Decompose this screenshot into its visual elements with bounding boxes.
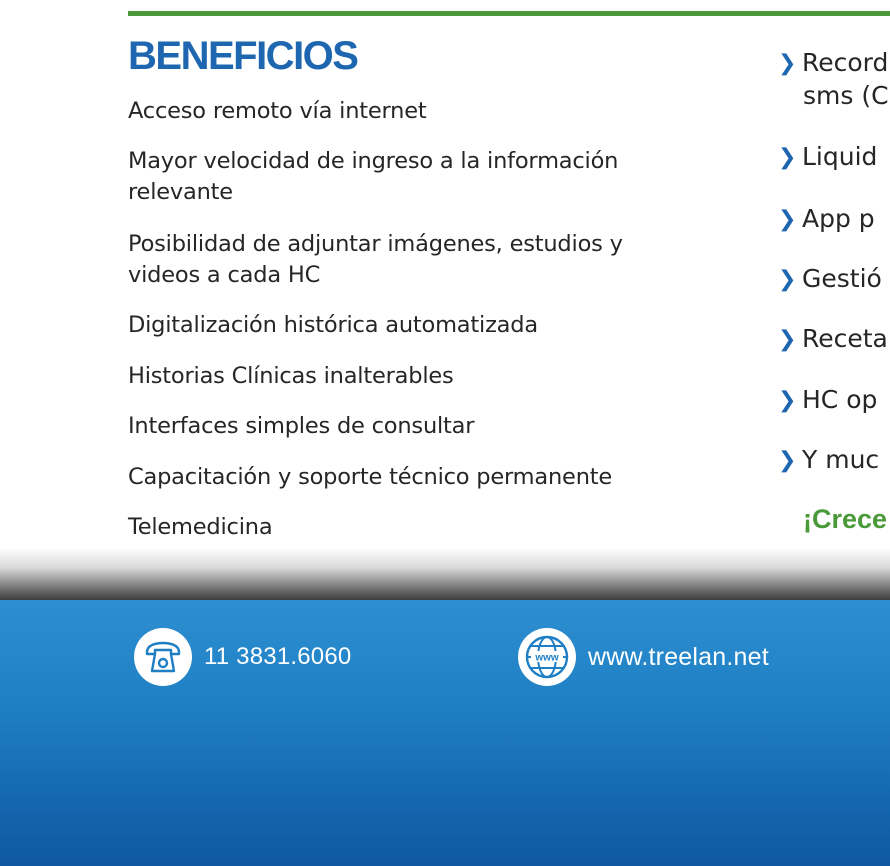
feature-item: [778, 263, 882, 296]
top-divider: [128, 11, 890, 16]
benefit-item: Digitalización histórica automatizada: [128, 312, 538, 338]
feature-label: HC op: [802, 385, 878, 414]
chevron-right-icon: ❯: [778, 388, 797, 413]
feature-label: Receta: [802, 324, 888, 353]
website-contact[interactable]: [518, 628, 769, 686]
chevron-right-icon: ❯: [778, 267, 797, 292]
phone-number[interactable]: 11 3831.6060: [204, 643, 352, 670]
feature-item: [778, 384, 877, 417]
website-link[interactable]: www.treelan.net: [588, 642, 769, 671]
feature-label-continued: sms (C: [803, 81, 889, 110]
feature-label: Liquid: [802, 142, 878, 171]
feature-label: Y muc: [802, 445, 880, 474]
benefit-item: Capacitación y soporte técnico permanente: [128, 464, 613, 490]
phone-icon: [134, 628, 192, 686]
benefit-item: Historias Clínicas inalterables: [128, 363, 454, 389]
phone-contact[interactable]: [134, 628, 351, 686]
shadow-band: [0, 548, 890, 604]
feature-item: [778, 444, 879, 477]
benefit-item: Telemedicina: [128, 514, 273, 540]
feature-label: Gestió: [802, 264, 882, 293]
chevron-right-icon: ❯: [778, 51, 797, 76]
svg-text:www: www: [535, 652, 559, 664]
feature-item: [778, 141, 877, 174]
chevron-right-icon: ❯: [778, 145, 797, 170]
benefit-item: Mayor velocidad de ingreso a la información relevante: [128, 148, 619, 205]
globe-www-icon: [518, 628, 576, 686]
chevron-right-icon: ❯: [778, 207, 797, 232]
chevron-right-icon: ❯: [778, 327, 797, 352]
feature-item: [778, 203, 875, 236]
benefit-item: Interfaces simples de consultar: [128, 413, 475, 439]
slogan: ¡Crece: [803, 504, 888, 534]
feature-item: [778, 323, 888, 356]
feature-label: Record: [802, 48, 889, 77]
chevron-right-icon: ❯: [778, 448, 797, 473]
benefit-item: Posibilidad de adjuntar imágenes, estudios y videos a cada HC: [128, 231, 623, 288]
feature-label: App p: [802, 204, 875, 233]
feature-item: [778, 47, 889, 112]
section-title: BENEFICIOS: [128, 34, 358, 78]
benefit-item: Acceso remoto vía internet: [128, 98, 427, 124]
